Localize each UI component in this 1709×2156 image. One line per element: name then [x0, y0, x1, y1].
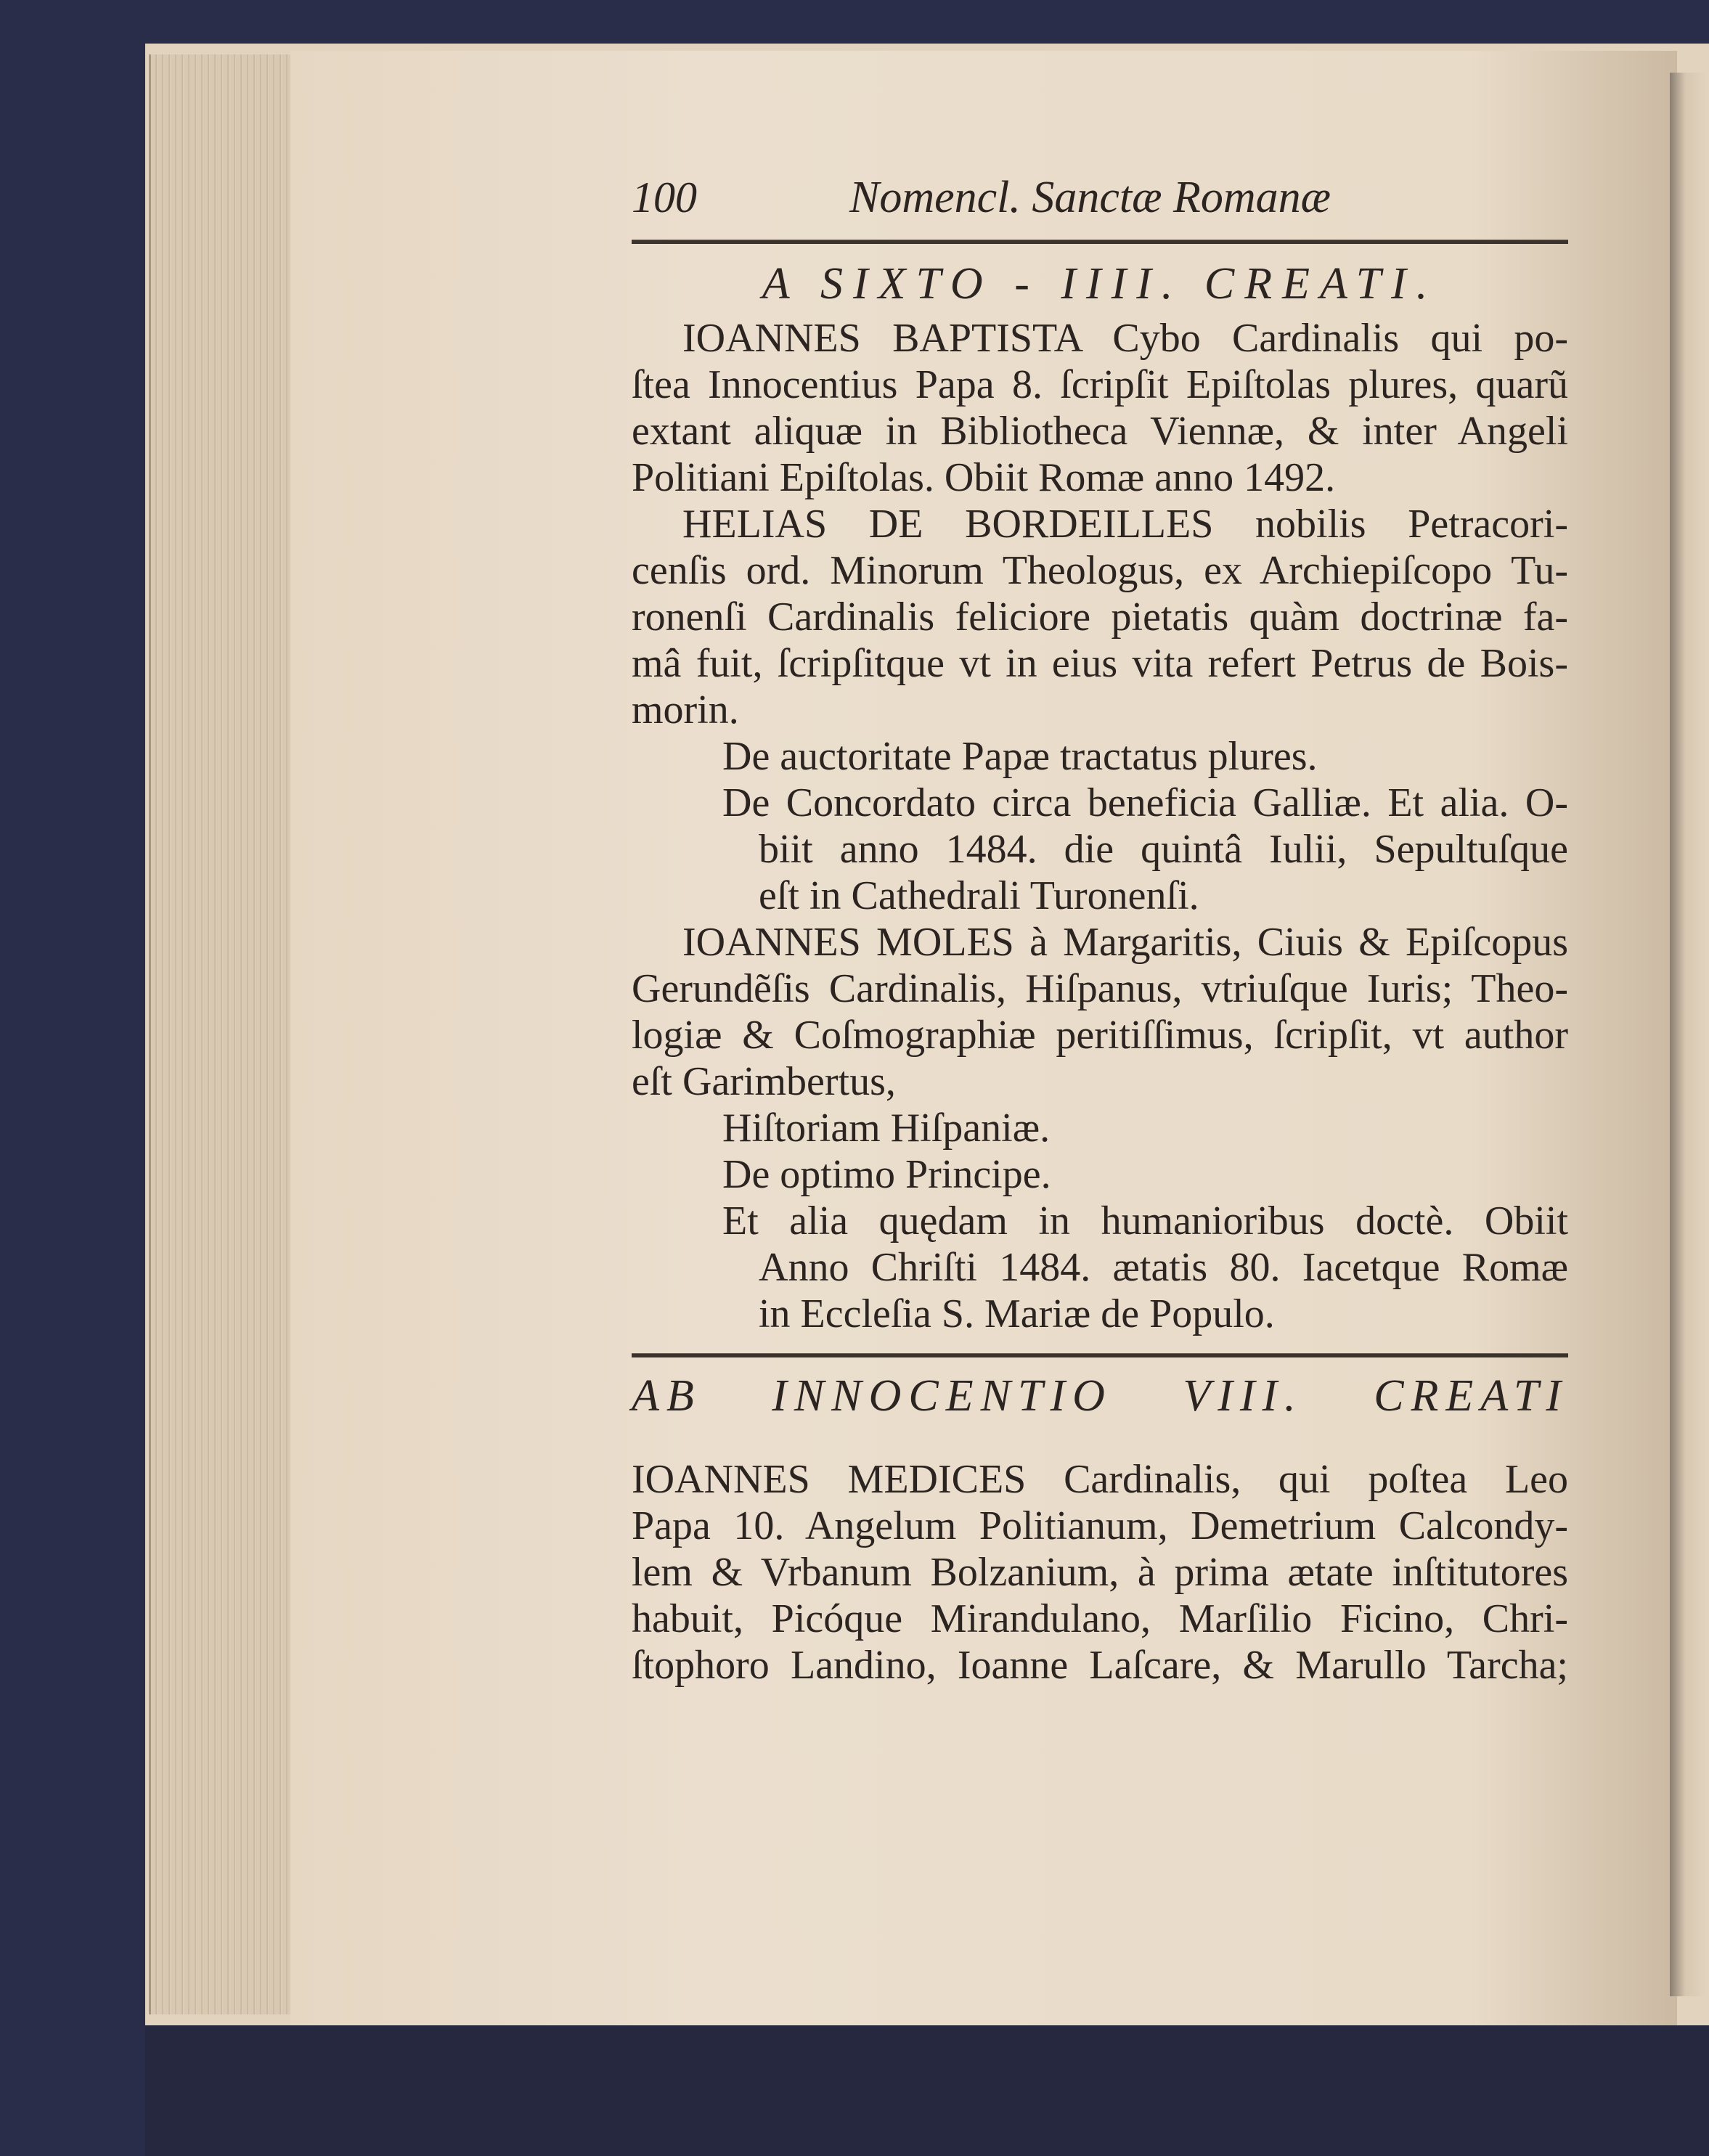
text-line: eſt in Cathedrali Turonenſi.	[759, 873, 1199, 918]
background	[145, 2025, 1709, 2156]
text-line: IOANNES MEDICES Cardinalis, qui poſtea Leo	[632, 1457, 1568, 1502]
text-line: De optimo Principe.	[722, 1152, 1051, 1197]
text-line: ſtea Innocentius Papa 8. ſcripſit Epiſtolas plures, quarũ	[632, 362, 1568, 407]
text-line: in Eccleſia S. Mariæ de Populo.	[759, 1291, 1275, 1336]
section-title-innocentio: AB INNOCENTIO VIII. CREATI	[632, 1371, 1568, 1421]
folio-number: 100	[632, 173, 697, 221]
section-innocentio	[632, 1456, 1568, 1689]
running-head: Nomencl. Sanctæ Romanæ	[849, 173, 1331, 222]
text-line: Papa 10. Angelum Politianum, Demetrium Calcondy-	[632, 1503, 1568, 1548]
text-line: morin.	[632, 687, 739, 732]
text-line: lem & Vrbanum Bolzanium, à prima ætate inſtitutores	[632, 1550, 1568, 1595]
text-line: Politiani Epiſtolas. Obiit Romæ anno 1492.	[632, 455, 1336, 500]
text-line: eſt Garimbertus,	[632, 1059, 896, 1104]
page-edges	[149, 54, 296, 2014]
text-line: cenſis ord. Minorum Theologus, ex Archiepiſcopo Tu-	[632, 548, 1568, 593]
text-line: habuit, Picóque Mirandulano, Marſilio Ficino, Chri-	[632, 1596, 1568, 1641]
text-line: HELIAS DE BORDEILLES nobilis Petracori-	[682, 502, 1568, 547]
section-rule	[632, 1353, 1568, 1357]
page-header	[632, 167, 1568, 225]
header-rule	[632, 240, 1568, 244]
section-title-sixto: A SIXTO - IIII. CREATI.	[762, 259, 1438, 309]
text-line: logiæ & Coſmographiæ peritiſſimus, ſcripſit, vt author	[632, 1013, 1568, 1058]
text-line: extant aliquæ in Bibliotheca Viennæ, & inter Angeli	[632, 409, 1568, 454]
text-line: Hiſtoriam Hiſpaniæ.	[722, 1106, 1051, 1151]
facing-page-edge	[1670, 73, 1709, 1996]
text-line: De auctoritate Papæ tractatus plures.	[722, 734, 1318, 779]
text-line: ronenſi Cardinalis feliciore pietatis quàm doctrinæ fa-	[632, 595, 1568, 640]
text-line: IOANNES BAPTISTA Cybo Cardinalis qui po-	[682, 316, 1568, 361]
text-line: IOANNES MOLES à Margaritis, Ciuis & Epiſcopus	[682, 920, 1568, 965]
text-line: Gerundẽſis Cardinalis, Hiſpanus, vtriuſque Iuris; Theo-	[632, 966, 1568, 1011]
text-line: mâ fuit, ſcripſitque vt in eius vita refert Petrus de Bois-	[632, 641, 1568, 686]
text-line: ſtophoro Landino, Ioanne Laſcare, & Marullo Tarcha;	[632, 1643, 1568, 1688]
text-line: Et alia quędam in humanioribus doctè. Obiit	[722, 1199, 1568, 1244]
text-line: Anno Chriſti 1484. ætatis 80. Iacetque Romæ	[759, 1245, 1568, 1290]
text-line: De Concordato circa beneficia Galliæ. Et alia. O-	[722, 780, 1568, 825]
page-content	[632, 167, 1568, 1689]
text-line: biit anno 1484. die quintâ Iulii, Sepultuſque	[759, 827, 1568, 872]
section-sixto	[632, 315, 1568, 1337]
